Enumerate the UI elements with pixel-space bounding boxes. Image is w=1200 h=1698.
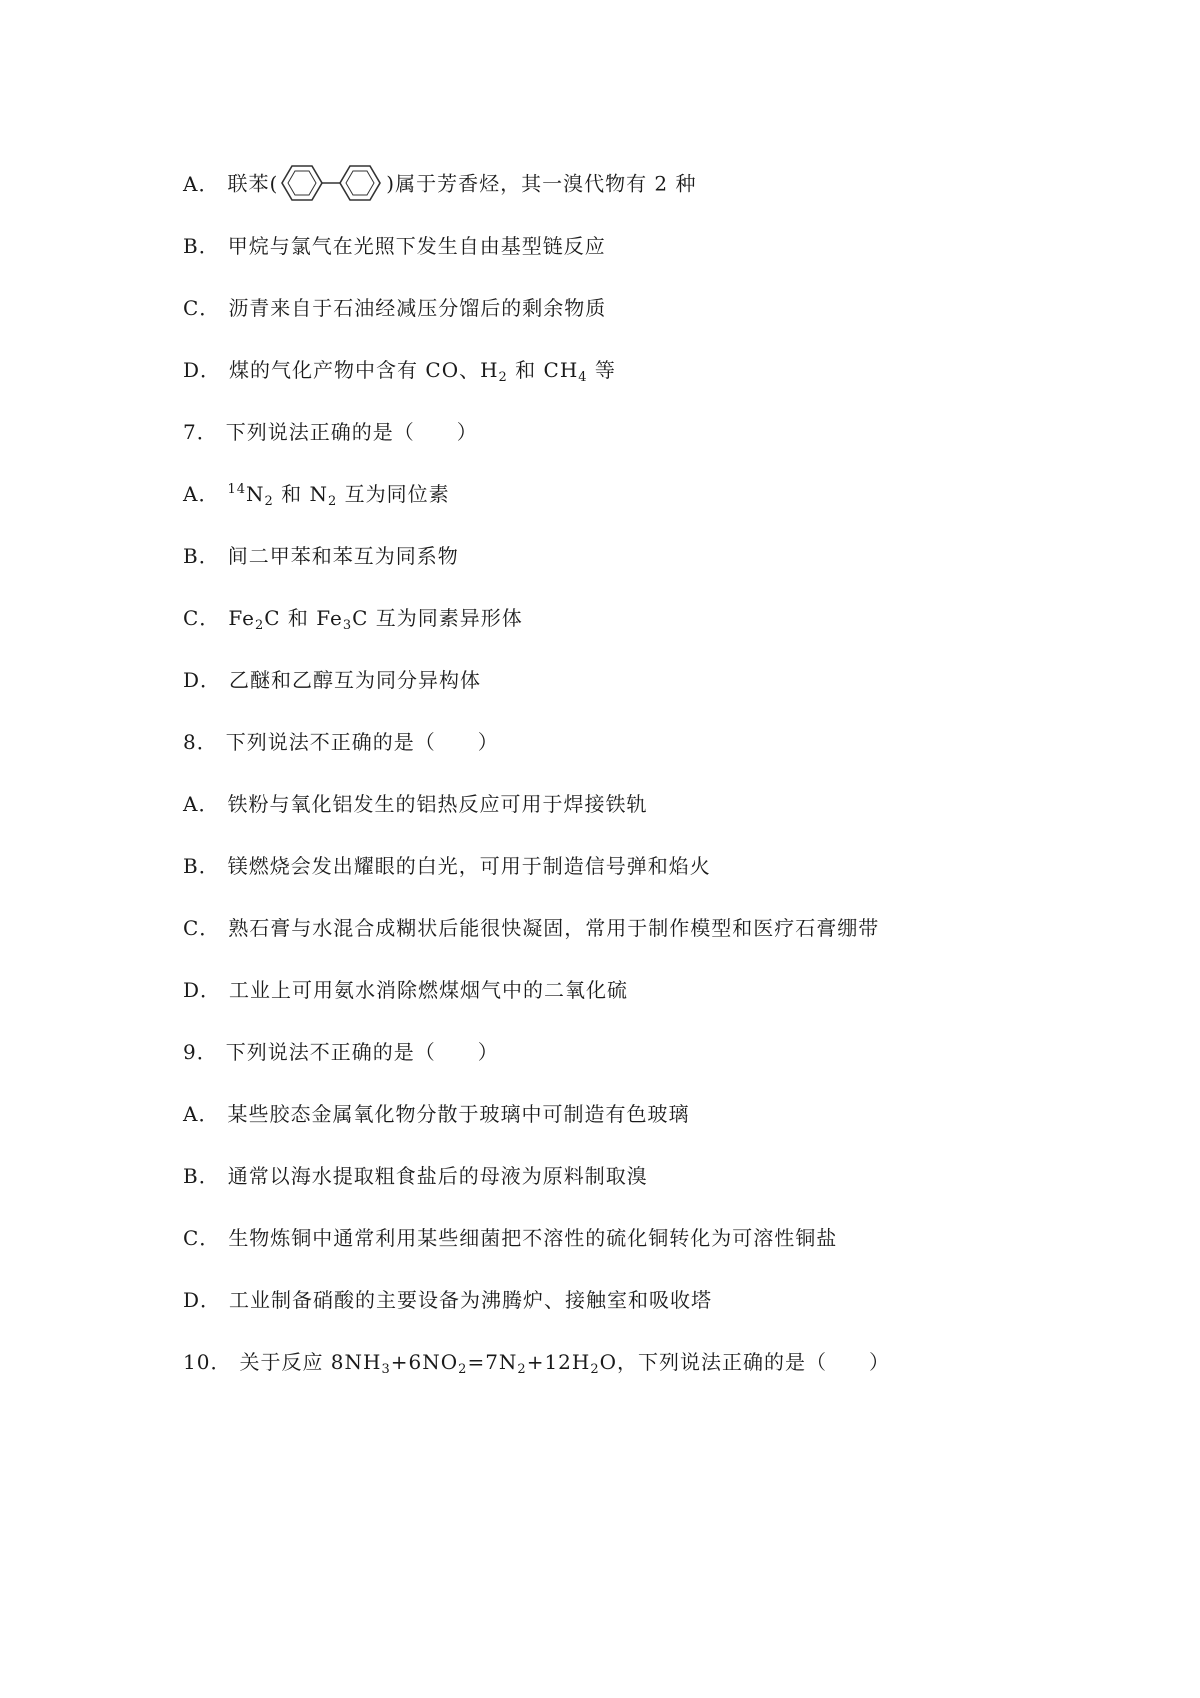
- option-text: 通常以海水提取粗食盐后的母液为原料制取溴: [227, 1164, 648, 1188]
- option-label: D．: [183, 978, 222, 1002]
- option-label: D．: [183, 358, 222, 382]
- q8-stem: [183, 728, 499, 756]
- question-text: O，下列说法正确的是（ ）: [599, 1350, 891, 1374]
- option-text: C 互为同素异形体: [352, 606, 523, 630]
- option-text: 乙醚和乙醇互为同分异构体: [229, 668, 482, 692]
- q6-option-c: [183, 294, 606, 322]
- subscript: 2: [328, 494, 338, 509]
- q6-option-d: [183, 356, 616, 384]
- option-label: A．: [183, 482, 220, 506]
- subscript: 4: [578, 370, 588, 385]
- option-text: 工业上可用氨水消除燃煤烟气中的二氧化硫: [229, 978, 629, 1002]
- question-number: 8．: [183, 730, 218, 754]
- option-text: 煤的气化产物中含有 CO、H: [229, 358, 499, 382]
- option-text-post: )属于芳香烃，其一溴代物有 2 种: [386, 171, 697, 196]
- q8-option-d: [183, 976, 628, 1004]
- subscript: 3: [342, 618, 353, 633]
- option-label: B．: [183, 234, 220, 258]
- subscript: 2: [517, 1362, 527, 1377]
- option-text: 镁燃烧会发出耀眼的白光，可用于制造信号弹和焰火: [227, 854, 711, 878]
- subscript: 3: [381, 1362, 391, 1377]
- option-text: 生物炼铜中通常利用某些细菌把不溶性的硫化铜转化为可溶性铜盐: [228, 1226, 838, 1250]
- question-number: 10．: [183, 1350, 232, 1374]
- biphenyl-structure-icon: [278, 160, 386, 206]
- option-text: 互为同位素: [337, 482, 450, 506]
- subscript: 2: [498, 370, 508, 385]
- option-text: C 和 Fe: [264, 606, 343, 630]
- question-text: 下列说法不正确的是（ ）: [225, 730, 499, 754]
- option-label: A．: [183, 792, 220, 816]
- option-label: C．: [183, 296, 221, 320]
- option-label: B．: [183, 1164, 220, 1188]
- subscript: 2: [254, 618, 265, 633]
- option-label: A．: [183, 171, 220, 196]
- question-text: +6NO: [390, 1350, 459, 1374]
- question-text: =7N: [467, 1350, 518, 1374]
- option-label: D．: [183, 668, 222, 692]
- q9-option-a: [183, 1100, 689, 1128]
- option-text-pre: 联苯(: [227, 171, 279, 196]
- option-text: 和 N: [273, 482, 328, 506]
- question-number: 9．: [183, 1040, 218, 1064]
- q7-option-c: [183, 604, 523, 632]
- option-label: B．: [183, 544, 220, 568]
- option-text: 等: [587, 358, 616, 382]
- option-label: C．: [183, 916, 221, 940]
- option-text: 工业制备硝酸的主要设备为沸腾炉、接触室和吸收塔: [229, 1288, 713, 1312]
- option-text: 某些胶态金属氧化物分散于玻璃中可制造有色玻璃: [227, 1102, 690, 1126]
- q7-option-b: [183, 542, 459, 570]
- option-label: C．: [183, 1226, 221, 1250]
- question-text: 下列说法不正确的是（ ）: [225, 1040, 499, 1064]
- q7-option-a: [183, 480, 450, 508]
- option-text: 和 CH: [507, 358, 579, 382]
- q7-stem: [183, 418, 478, 446]
- q9-stem: [183, 1038, 499, 1066]
- q8-option-b: [183, 852, 711, 880]
- subscript: 2: [264, 494, 274, 509]
- option-text: 甲烷与氯气在光照下发生自由基型链反应: [227, 234, 606, 258]
- question-text: 下列说法正确的是（ ）: [225, 420, 478, 444]
- question-text: 关于反应 8NH: [239, 1350, 382, 1374]
- option-label: A．: [183, 1102, 220, 1126]
- q8-option-a: [183, 790, 647, 818]
- option-text: 铁粉与氧化铝发生的铝热反应可用于焊接铁轨: [227, 792, 648, 816]
- q7-option-d: [183, 666, 481, 694]
- option-text: Fe: [228, 606, 255, 630]
- option-text: 熟石膏与水混合成糊状后能很快凝固，常用于制作模型和医疗石膏绷带: [228, 916, 880, 940]
- q6-option-a: [183, 162, 697, 208]
- superscript: 14: [227, 482, 246, 497]
- q10-stem: [183, 1348, 890, 1376]
- option-text: 间二甲苯和苯互为同系物: [227, 544, 459, 568]
- option-label: C．: [183, 606, 221, 630]
- option-text: 沥青来自于石油经减压分馏后的剩余物质: [228, 296, 607, 320]
- option-label: B．: [183, 854, 220, 878]
- q6-option-b: [183, 232, 606, 260]
- q9-option-c: [183, 1224, 837, 1252]
- subscript: 2: [590, 1362, 600, 1377]
- question-text: +12H: [526, 1350, 591, 1374]
- option-label: D．: [183, 1288, 222, 1312]
- q9-option-d: [183, 1286, 712, 1314]
- option-text: N: [246, 482, 265, 506]
- subscript: 2: [458, 1362, 468, 1377]
- q9-option-b: [183, 1162, 648, 1190]
- question-number: 7．: [183, 420, 218, 444]
- q8-option-c: [183, 914, 879, 942]
